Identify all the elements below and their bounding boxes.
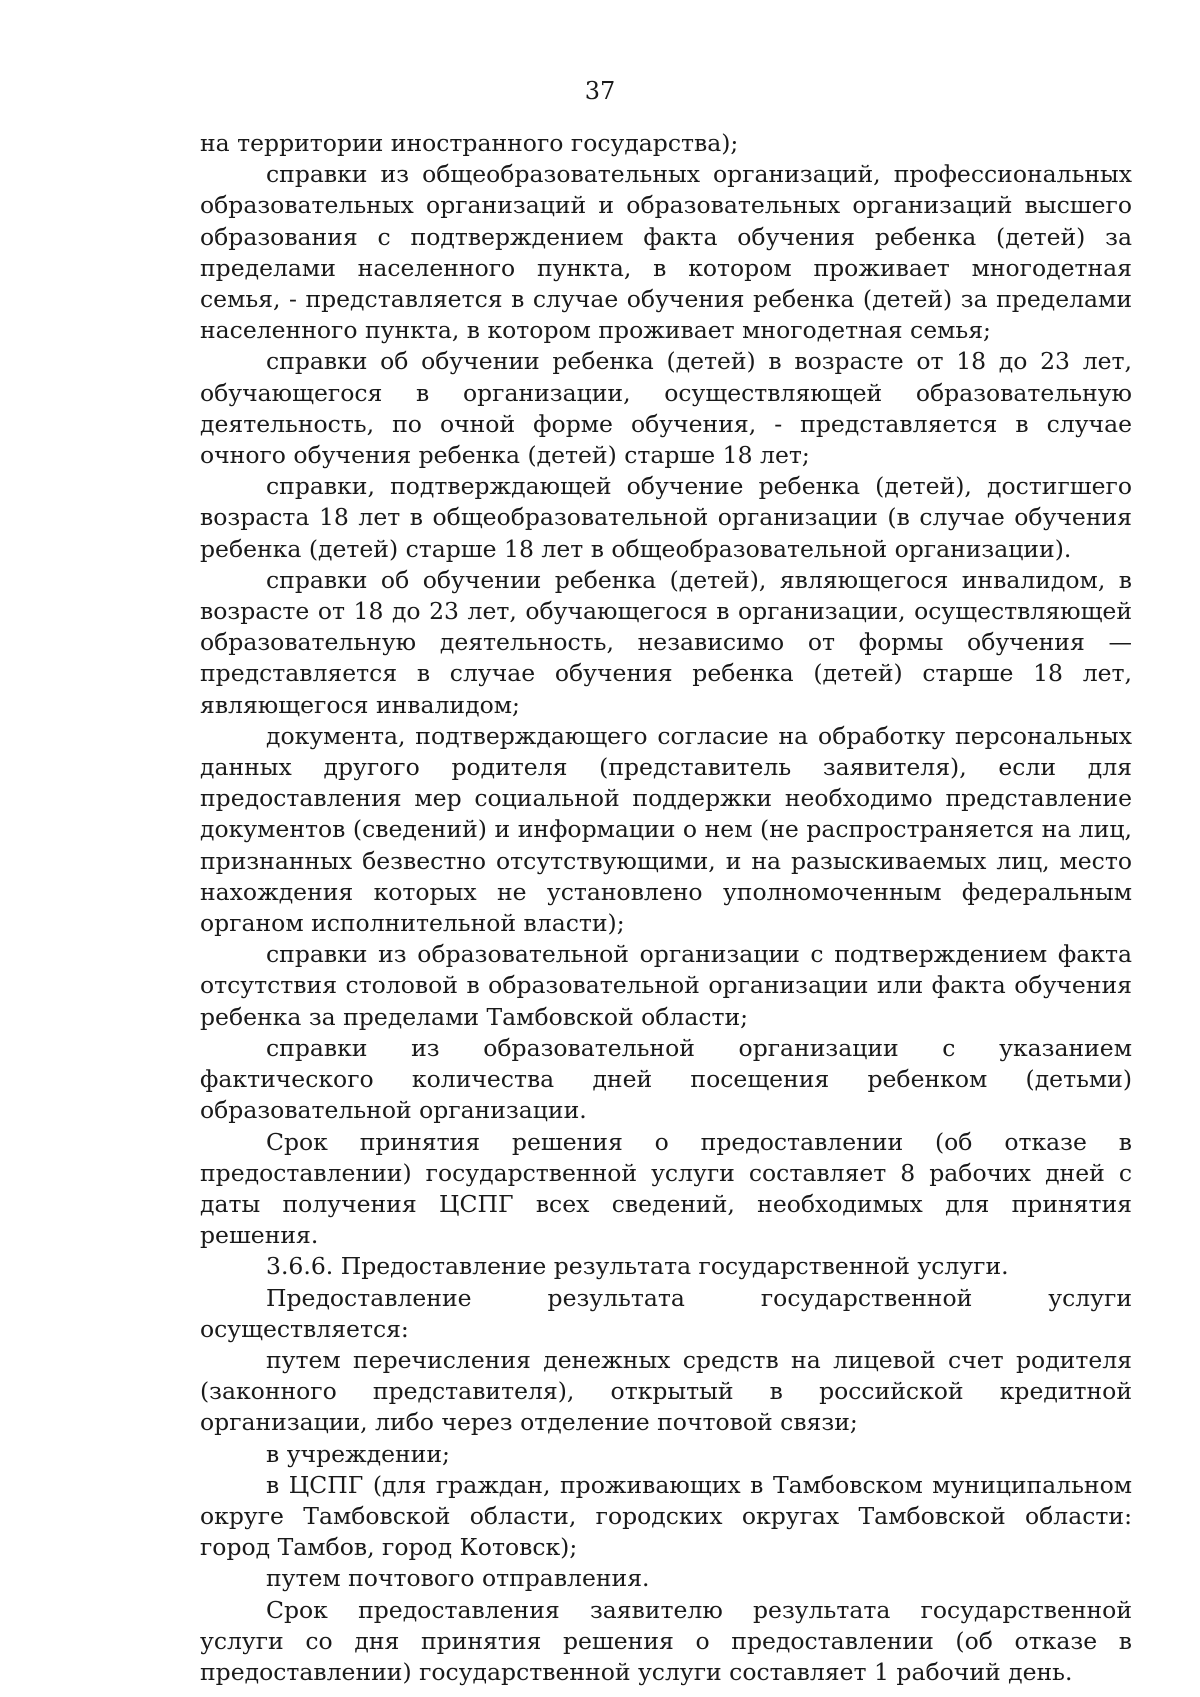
paragraph: справки из образовательной организации с подтверждением факта отсутствия столовой в образовательной организации или факта обучения ребенка за пределами Тамбовской области; — [200, 940, 1132, 1031]
paragraph: в ЦСПГ (для граждан, проживающих в Тамбовском муниципальном округе Тамбовской области, городских округах Тамбовской области: город Тамбов, город Котовск); — [200, 1470, 1132, 1562]
paragraph: документа, подтверждающего согласие на обработку персональных данных другого родителя (представитель заявителя), если для предоставления мер социальной поддержки необходимо представление документов (сведений) и информации о нем (не распространяется на лиц, признанных безвестно отсутствующими, и на разыскиваемых лиц, место нахождения которых не установлено уполномоченным федеральным органом исполнительной власти); — [200, 721, 1132, 938]
paragraph: в учреждении; — [266, 1439, 450, 1468]
paragraph: справки об обучении ребенка (детей) в возрасте от 18 до 23 лет, обучающегося в организации, осуществляющей образовательную деятельность, по очной форме обучения, - представляется в случае очного обучения ребенка (детей) старше 18 лет; — [200, 347, 1132, 470]
paragraph: справки, подтверждающей обучение ребенка (детей), достигшего возраста 18 лет в общеобразовательной организации (в случае обучения ребенка (детей) старше 18 лет в общеобразовательной организации). — [200, 472, 1132, 563]
paragraph: справки из общеобразовательных организаций, профессиональных образовательных организаций и образовательных организаций высшего образования с подтверждением факта обучения ребенка (детей) за пределами населенного пункта, в котором проживает многодетная семья, - представляется в случае обучения ребенка (детей) за пределами населенного пункта, в котором проживает многодетная семья; — [200, 160, 1132, 345]
page-number: 37 — [584, 77, 616, 105]
paragraph: Предоставление результата государственной услуги осуществляется: — [200, 1283, 1132, 1343]
section-heading: 3.6.6. Предоставление результата государственной услуги. — [266, 1252, 1009, 1281]
paragraph: Срок предоставления заявителю результата государственной услуги со дня принятия решения о предоставлении (об отказе в предоставлении) государственной услуги составляет 1 рабочий день. — [200, 1595, 1132, 1686]
paragraph: справки об обучении ребенка (детей), являющегося инвалидом, в возрасте от 18 до 23 лет, обучающегося в организации, осуществляющей образовательную деятельность, независимо от формы обучения — представляется в случае обучения ребенка (детей) старше 18 лет, являющегося инвалидом; — [200, 565, 1132, 719]
paragraph: справки из образовательной организации с указанием фактического количества дней посещения ребенком (детьми) образовательной организации. — [200, 1033, 1132, 1125]
paragraph: путем перечисления денежных средств на лицевой счет родителя (законного представителя), открытый в российской кредитной организации, либо через отделение почтовой связи; — [200, 1345, 1132, 1437]
paragraph: путем почтового отправления. — [266, 1564, 650, 1593]
paragraph: на территории иностранного государства); — [200, 129, 739, 157]
document-body — [200, 128, 1132, 1688]
paragraph: Срок принятия решения о предоставлении (об отказе в предоставлении) государственной услуги составляет 8 рабочих дней с даты получения ЦСПГ всех сведений, необходимых для принятия решения. — [200, 1127, 1132, 1250]
